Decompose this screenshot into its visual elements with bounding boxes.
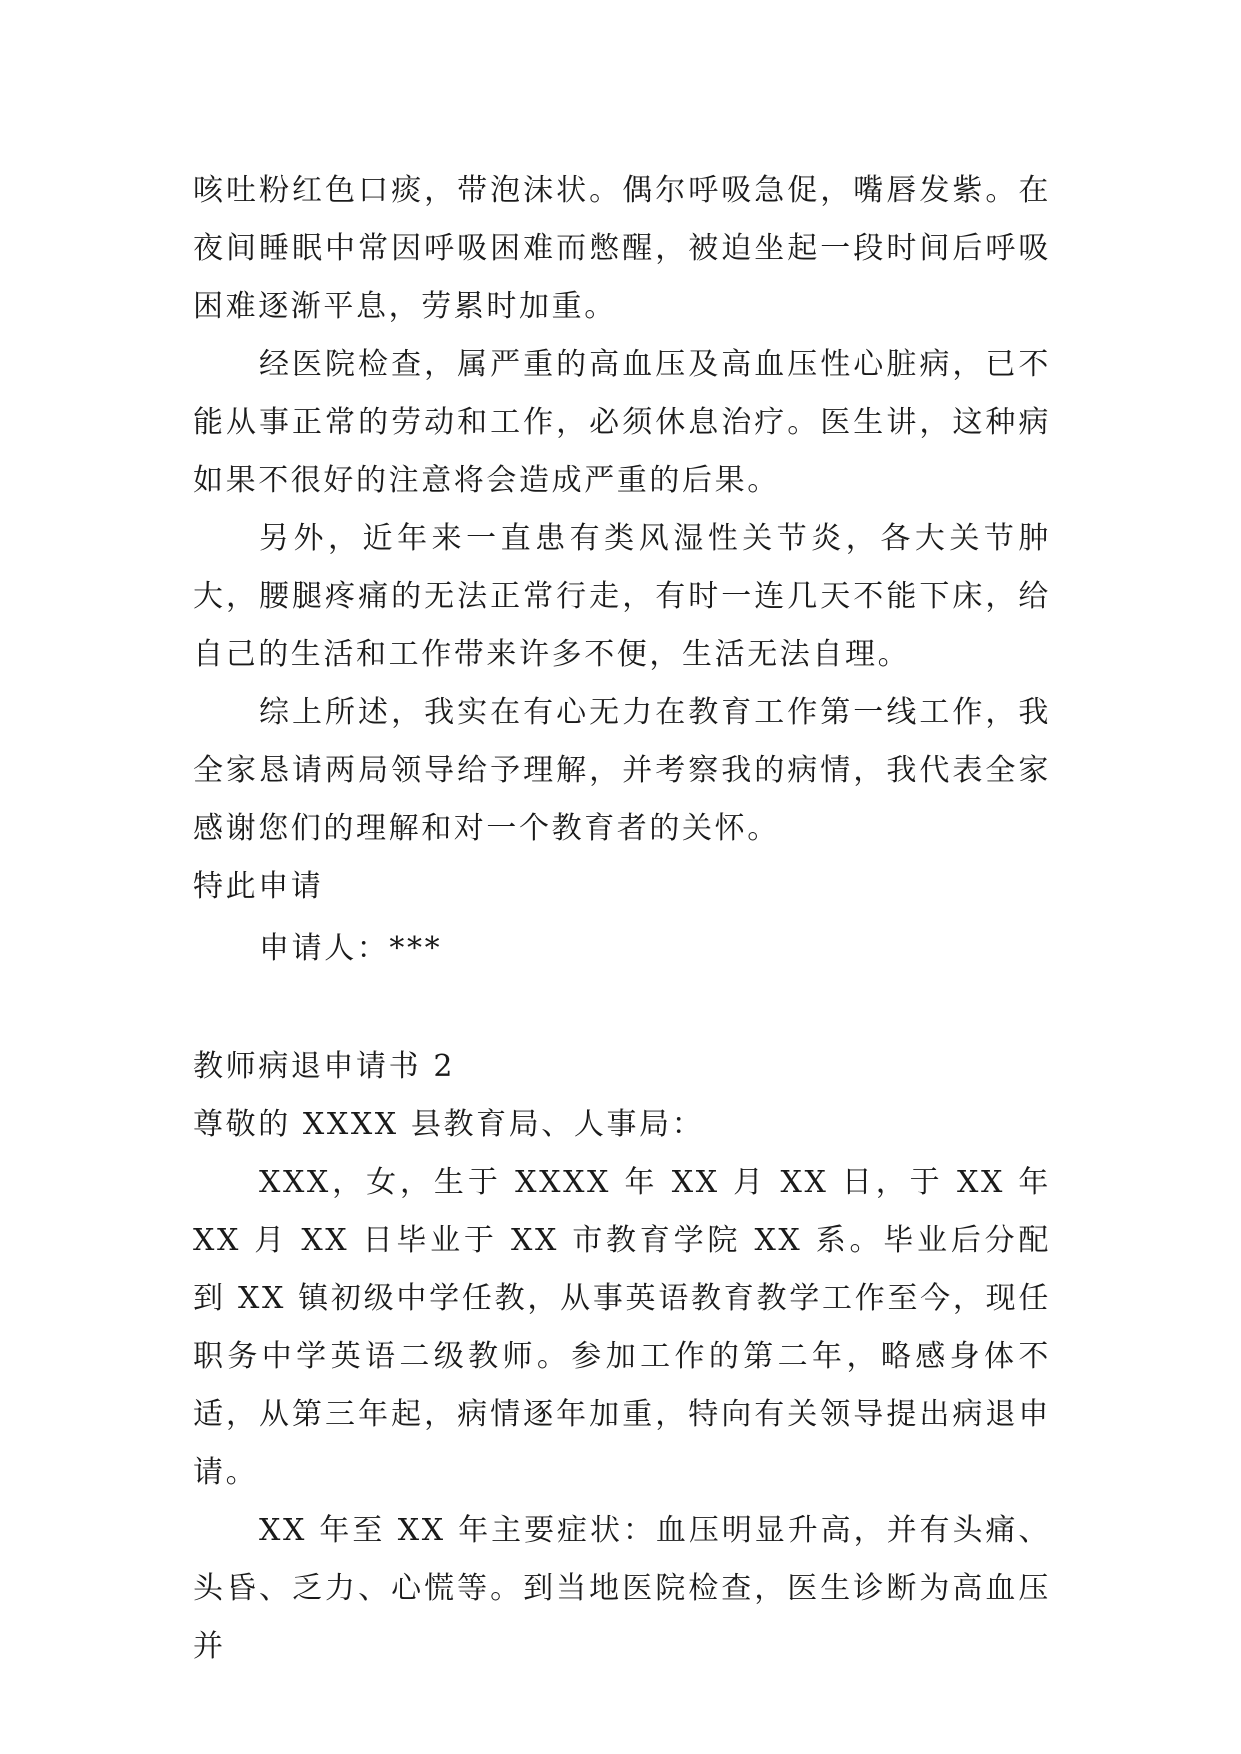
letter2-paragraph-1: XXX，女，生于 XXXX 年 XX 月 XX 日，于 XX 年 XX 月 XX 日毕业于 XX 市教育学院 XX 系。毕业后分配到 XX 镇初级中学任教，从事英语教育教学工作至今，现任职务中学英语二级教师。参加工作的第二年，略感身体不适，从第三年起，病情逐年加重，特向有关领导提出病退申请。 (193, 1165, 1051, 1490)
letter1-paragraph-2: 经医院检查，属严重的高血压及高血压性心脏病，已不能从事正常的劳动和工作，必须休息治疗。医生讲，这种病如果不很好的注意将会造成严重的后果。 (193, 347, 1051, 498)
letter2-salutation: 尊敬的 XXXX 县教育局、人事局： (193, 1107, 705, 1142)
letter1-closing: 特此申请 (193, 869, 324, 904)
letter2-title: 教师病退申请书 2 (193, 1049, 456, 1084)
letter1-paragraph-3: 另外，近年来一直患有类风湿性关节炎，各大关节肿大，腰腿疼痛的无法正常行走，有时一连几天不能下床，给自己的生活和工作带来许多不便，生活无法自理。 (193, 521, 1051, 672)
section-spacer (193, 978, 1051, 1038)
document-body (193, 162, 1051, 1676)
letter1-paragraph-1: 咳吐粉红色口痰，带泡沫状。偶尔呼吸急促，嘴唇发紫。在夜间睡眠中常因呼吸困难而憋醒，被迫坐起一段时间后呼吸困难逐渐平息，劳累时加重。 (193, 173, 1051, 324)
letter1-paragraph-4: 综上所述，我实在有心无力在教育工作第一线工作，我全家恳请两局领导给予理解，并考察我的病情，我代表全家感谢您们的理解和对一个教育者的关怀。 (193, 695, 1051, 846)
letter1-signature: 申请人：*** (259, 931, 443, 966)
letter2-paragraph-2: XX 年至 XX 年主要症状：血压明显升高，并有头痛、头昏、乏力、心慌等。到当地医院检查，医生诊断为高血压并 (193, 1513, 1051, 1664)
